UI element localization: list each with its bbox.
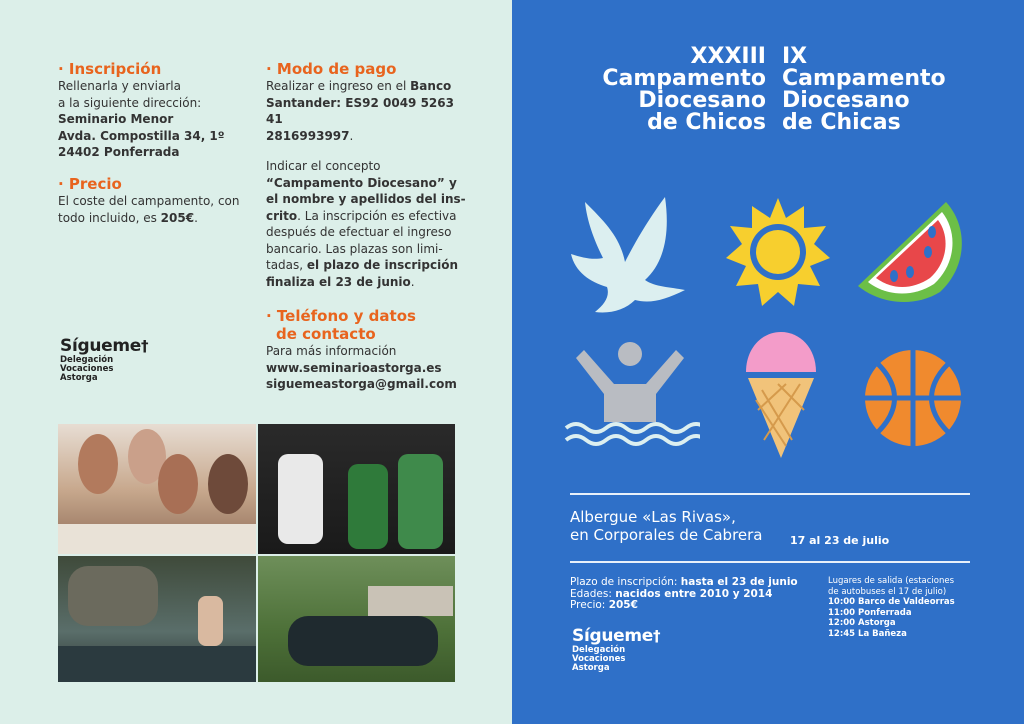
email-link[interactable]: siguemeastorga@gmail.com: [266, 377, 457, 391]
pago-section: [266, 60, 466, 290]
concepto-line: Indicar el concepto: [266, 159, 381, 173]
price-value: 205€: [160, 210, 195, 225]
precio-heading: · Precio: [58, 175, 122, 193]
plazo-line: Plazo de inscripción: hasta el 23 de junio: [570, 576, 798, 588]
divider-top: [570, 493, 970, 495]
address-line: Avda. Compostilla 34, 1º: [58, 128, 225, 143]
camp-dates: 17 al 23 de julio: [790, 534, 890, 547]
salida-item: 12:45 La Bañeza: [828, 628, 907, 639]
sigueme-logo-right: Sígueme† Delegación Vocaciones Astorga: [572, 626, 661, 673]
concepto-line: finaliza el 23 de junio.: [266, 274, 415, 289]
title-chicos: XXXIII Campamento Diocesano de Chicos: [602, 44, 766, 135]
address-line: Seminario Menor: [58, 112, 174, 126]
inscripcion-section: [58, 60, 258, 161]
ice-cream-icon: [742, 330, 820, 460]
pago-line: Realizar e ingreso en el Banco: [266, 79, 452, 93]
iban-line: Santander: ES92 0049 5263 41: [266, 95, 454, 126]
concepto-line: después de efectuar el ingreso: [266, 225, 452, 239]
contacto-heading: · Teléfono y datos: [266, 307, 416, 325]
inscripcion-line: a la siguiente dirección:: [58, 95, 202, 110]
precio-line: Precio: 205€: [570, 599, 638, 611]
concepto-line: bancario. Las plazas son limi-: [266, 241, 443, 256]
concepto-line: “Campamento Diocesano” y: [266, 175, 457, 190]
photo-group-field: [258, 556, 455, 682]
sun-icon: [724, 196, 832, 308]
address-line: 24402 Ponferrada: [58, 145, 180, 159]
salida-item: 10:00 Barco de Valdeorras: [828, 597, 955, 607]
inscripcion-line: Rellenarla y enviarla: [58, 79, 181, 93]
salidas: Lugares de salida (estaciones de autobuses el 17 de julio) 10:00 Barco de Valdeorras 11:00 Ponferrada 12:00 Astorga 12:45 La Bañeza: [828, 576, 955, 639]
precio-line: El coste del campamento, con: [58, 194, 240, 208]
website-link[interactable]: www.seminarioastorga.es: [266, 360, 442, 375]
contacto-line: Para más información: [266, 344, 397, 358]
contacto-section: [266, 307, 486, 393]
dove-icon: [565, 192, 695, 316]
precio-line: todo incluido, es 205€.: [58, 210, 198, 225]
pago-heading: · Modo de pago: [266, 60, 397, 78]
camp-details: [570, 577, 798, 612]
contacto-heading: de contacto: [276, 325, 376, 343]
salida-item: 11:00 Ponferrada: [828, 607, 912, 618]
watermelon-icon: [850, 196, 968, 306]
concepto-line: crito. La inscripción es efectiva: [266, 208, 457, 223]
salida-item: 12:00 Astorga: [828, 618, 896, 628]
divider-bottom: [570, 561, 970, 563]
title-chicas: IX Campamento Diocesano de Chicas: [782, 44, 946, 135]
photo-boys-cheering: [258, 424, 455, 554]
precio-section: [58, 175, 258, 226]
concepto-line: tadas, el plazo de inscripción: [266, 258, 459, 272]
concepto-line: el nombre y apellidos del ins-: [266, 192, 466, 206]
swimmer-icon: [562, 340, 700, 452]
edades-line: Edades: nacidos entre 2010 y 2014: [570, 587, 773, 600]
sigueme-logo: Sígueme† Delegación Vocaciones Astorga: [60, 336, 149, 383]
photo-girls: [58, 424, 256, 554]
basketball-icon: [860, 346, 966, 450]
inscripcion-heading: · Inscripción: [58, 60, 162, 78]
photo-river: [58, 556, 256, 682]
venue: Albergue «Las Rivas», en Corporales de Cabrera: [570, 508, 763, 544]
iban-line: 2816993997.: [266, 128, 354, 143]
